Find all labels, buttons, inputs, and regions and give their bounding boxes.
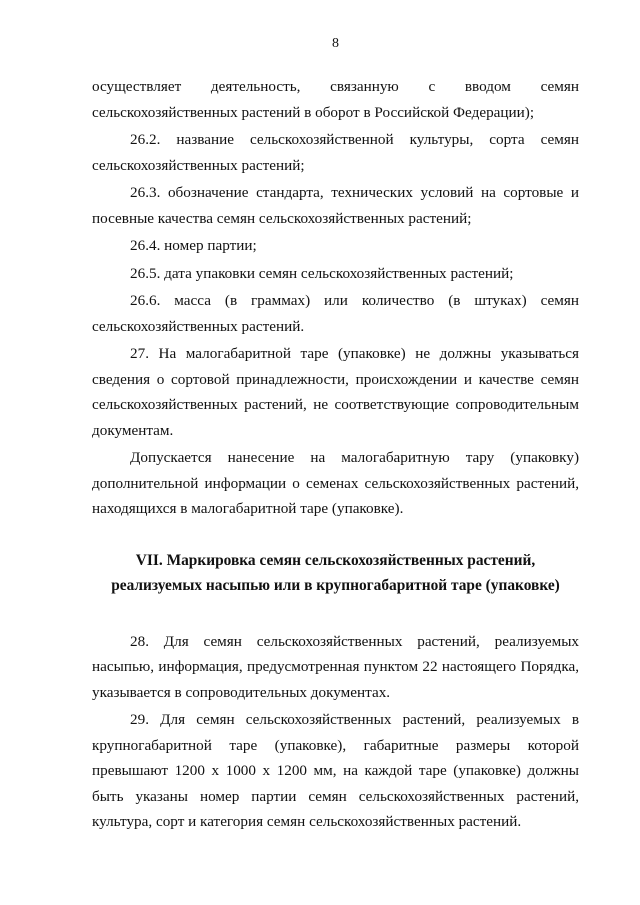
- document-page: [92, 34, 579, 837]
- page-number: 8: [332, 36, 339, 51]
- section-heading-line-2: реализуемых насыпью или в крупногабаритной таре (упаковке): [111, 577, 560, 594]
- paragraph-28: 28. Для семян сельскохозяйственных растений, реализуемых насыпью, информация, предусмотренная пунктом 22 настоящего Порядка, указывается в сопроводительных документах.: [92, 632, 579, 701]
- paragraph-26-3: 26.3. обозначение стандарта, технических условий на сортовые и посевные качества семян сельскохозяйственных растений;: [92, 184, 579, 227]
- section-heading-line-1: VII. Маркировка семян сельскохозяйственных растений,: [135, 551, 536, 569]
- paragraph-continuation: осуществляет деятельность, связанную с вводом семян сельскохозяйственных растений в оборот в Российской Федерации);: [92, 78, 579, 121]
- paragraph-27: 27. На малогабаритной таре (упаковке) не должны указываться сведения о сортовой принадлежности, происхождении и качестве семян сельскохозяйственных растений, не соответствующие сопроводительным документам.: [92, 345, 579, 439]
- section-heading: [92, 548, 579, 599]
- paragraph-27-addendum: Допускается нанесение на малогабаритную тару (упаковку) дополнительной информации о семенах сельскохозяйственных растений, находящихся в малогабаритной таре (упаковке).: [92, 449, 579, 517]
- paragraph-26-6: 26.6. масса (в граммах) или количество (в штуках) семян сельскохозяйственных растений.: [92, 292, 579, 335]
- paragraph-26-2: 26.2. название сельскохозяйственной культуры, сорта семян сельскохозяйственных растений;: [92, 131, 579, 174]
- paragraph-26-5: 26.5. дата упаковки семян сельскохозяйственных растений;: [130, 264, 514, 282]
- paragraph-26-4: 26.4. номер партии;: [130, 237, 257, 254]
- paragraph-29: 29. Для семян сельскохозяйственных растений, реализуемых в крупногабаритной таре (упаковке), габаритные размеры которой превышают 1200 x 1000 x 1200 мм, на каждой таре (упаковке) должны быть указаны номер партии семян сельскохозяйственных растений, культура, сорт и категория семян сельскохозяйственных растений.: [92, 711, 579, 830]
